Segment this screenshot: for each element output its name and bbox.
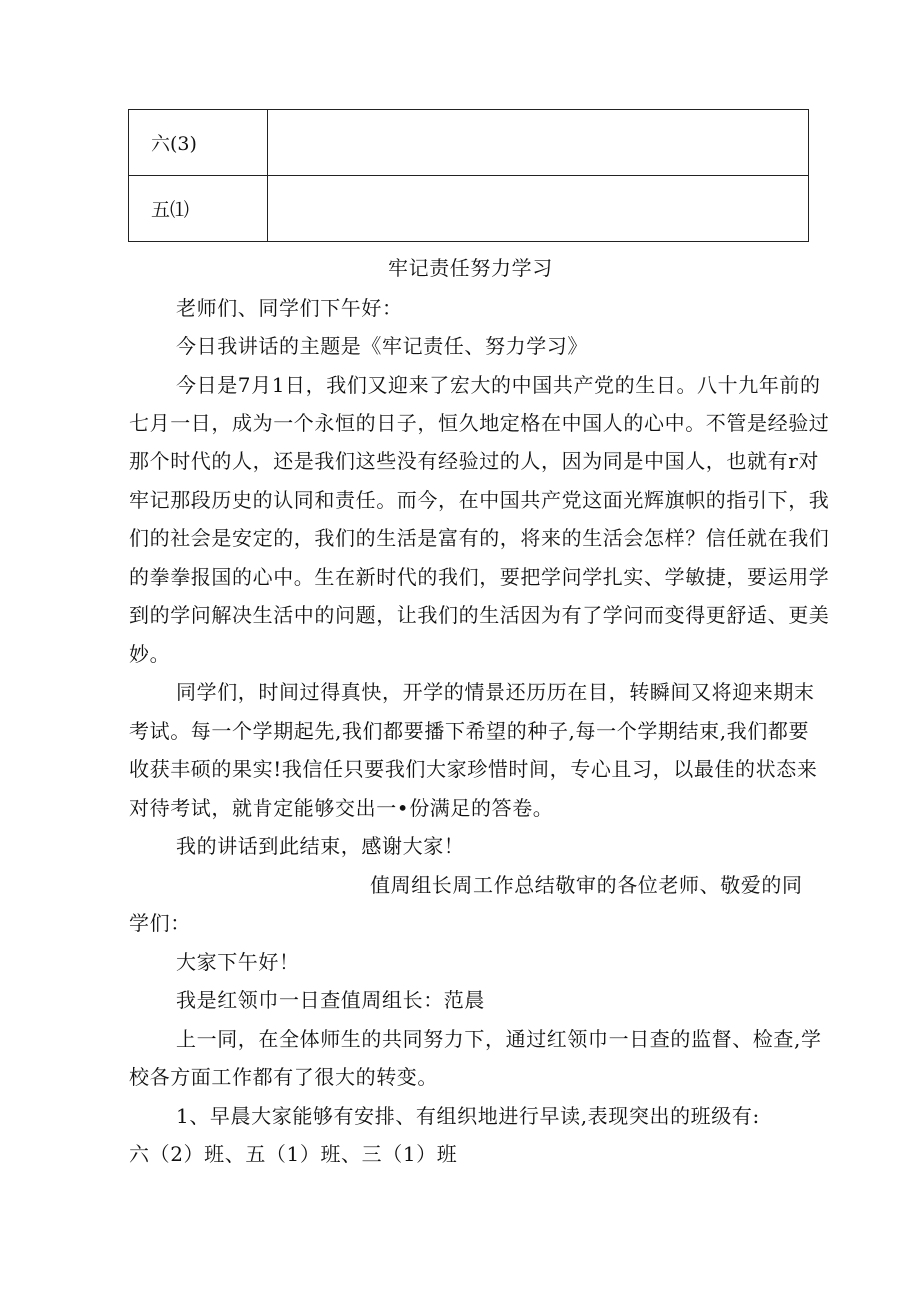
speech-title: 牢记责任努力学习 <box>388 256 553 280</box>
speech-closing: 我的讲话到此结束，感谢大家！ <box>176 834 465 858</box>
paragraph-line: 们的社会是安定的，我们的生活是富有的，将来的生活会怎样？信任就在我们 <box>129 526 830 550</box>
class-label-cell: 六(3) <box>129 110 268 176</box>
paragraph-line: 到的学问解决生活中的问题，让我们的生活因为有了学问而变得更舒适、更美 <box>129 603 830 627</box>
summary-heading: 值周组长周工作总结敬审的各位老师、敬爱的同 <box>370 873 803 897</box>
paragraph-line: 牢记那段历史的认同和责任。而今，在中国共产党这面光辉旗帜的指引下，我 <box>129 488 830 512</box>
table-row <box>129 110 809 176</box>
summary-item-1: 1、早晨大家能够有安排、有组织地进行早读,表现突出的班级有: <box>176 1104 760 1128</box>
paragraph-line: 那个时代的人，还是我们这些没有经验过的人，因为同是中国人，也就有r对 <box>129 449 819 473</box>
class-table <box>128 109 809 242</box>
paragraph-line: 对待考试，就肯定能够交出一•份满足的答卷。 <box>129 796 554 820</box>
paragraph-line: 妙。 <box>129 642 171 666</box>
paragraph-line: 上一同，在全体师生的共同努力下，通过红领巾一日查的监督、检查,学 <box>176 1027 822 1051</box>
summary-heading-cont: 学们： <box>129 911 191 935</box>
class-content-cell <box>268 110 809 176</box>
paragraph-line: 的拳拳报国的心中。生在新时代的我们，要把学问学扎实、学敏捷，要运用学 <box>129 565 830 589</box>
summary-item-1-classes: 六（2）班、五（1）班、三（1）班 <box>129 1142 458 1166</box>
paragraph-line: 同学们，时间过得真快，开学的情景还历历在目，转瞬间又将迎来期末 <box>176 680 815 704</box>
class-content-cell <box>268 176 809 242</box>
summary-greeting: 大家下午好！ <box>176 950 300 974</box>
paragraph-line: 考试。每一个学期起先,我们都要播下希望的种子,每一个学期结束,我们都要 <box>129 719 810 743</box>
paragraph-line: 七月一日，成为一个永恒的日子，恒久地定格在中国人的心中。不管是经验过 <box>129 411 830 435</box>
class-label-cell: 五⑴ <box>129 176 268 242</box>
paragraph-line: 校各方面工作都有了很大的转变。 <box>129 1065 438 1089</box>
speech-topic: 今日我讲话的主题是《牢记责任、努力学习》 <box>176 334 588 358</box>
table-row <box>129 176 809 242</box>
summary-intro: 我是红领巾一日查值周组长：范晨 <box>176 988 485 1012</box>
paragraph-line: 收获丰硕的果实!我信任只要我们大家珍惜时间，专心且习，以最佳的状态来 <box>129 757 818 781</box>
speech-greeting: 老师们、同学们下午好： <box>176 296 403 320</box>
paragraph-line: 今日是7月1日，我们又迎来了宏大的中国共产党的生日。八十九年前的 <box>176 373 821 397</box>
